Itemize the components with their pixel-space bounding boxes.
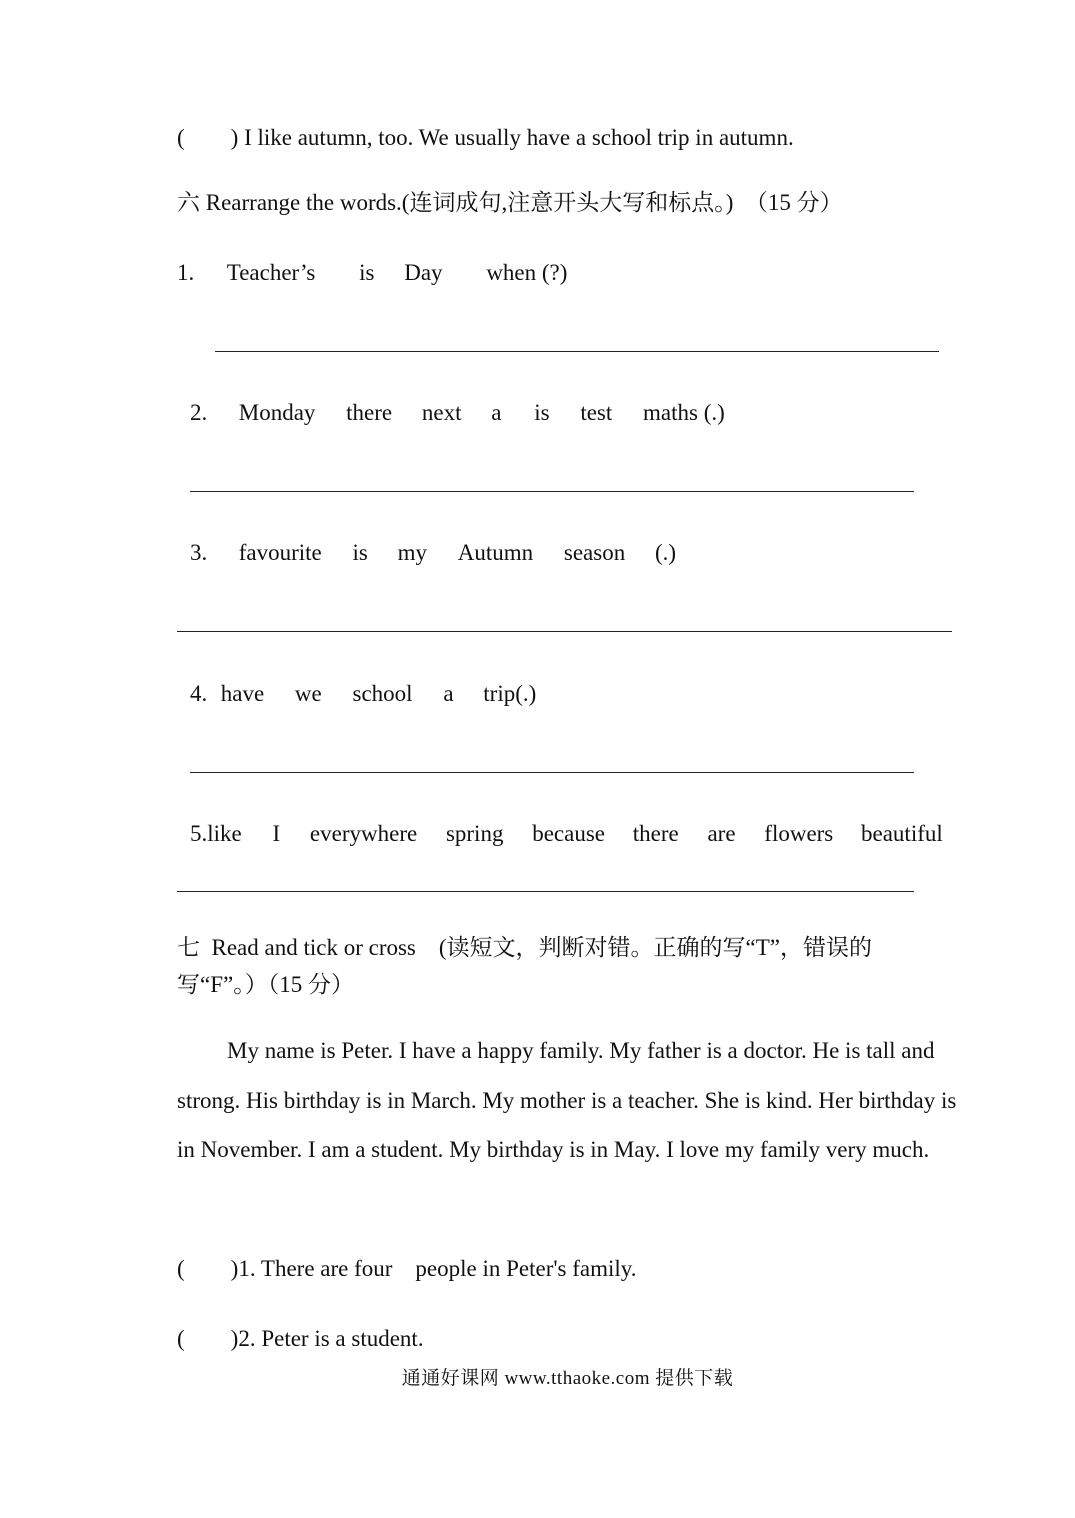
rearrange-item-2 (190, 398, 725, 428)
word: trip(.) (483, 681, 537, 706)
word: are (707, 821, 736, 846)
word: a (443, 681, 454, 706)
word: flowers (764, 821, 834, 846)
answer-line-1[interactable] (215, 351, 939, 352)
word: my (397, 540, 427, 565)
word: Autumn (457, 540, 534, 565)
reading-passage (177, 1026, 967, 1175)
rearrange-item-1 (177, 258, 567, 288)
word: test (580, 400, 613, 425)
word: Monday (238, 400, 316, 425)
item-number: 1. (177, 260, 195, 285)
rearrange-item-3 (190, 538, 676, 568)
rearrange-item-5 (190, 819, 943, 849)
word: have (220, 681, 265, 706)
item-number: 3. (190, 540, 208, 565)
word: season (563, 540, 626, 565)
word: favourite (238, 540, 322, 565)
rearrange-item-4 (190, 679, 536, 709)
word: next (421, 400, 462, 425)
word: school (352, 681, 413, 706)
question-2: ( )2. Peter is a student. (177, 1326, 424, 1351)
word: beautiful (861, 821, 943, 846)
word: a (491, 400, 502, 425)
item-number: 2. (190, 400, 208, 425)
answer-line-3[interactable] (177, 631, 952, 632)
word: is (352, 540, 368, 565)
word: is (359, 260, 375, 285)
word: like (207, 821, 242, 846)
question-1: ( )1. There are four people in Peter's family. (177, 1256, 637, 1281)
page-footer: 通通好课网 www.tthaoke.com 提供下载 (401, 1368, 734, 1389)
item-number: 4. (190, 681, 208, 706)
word: maths (.) (643, 400, 725, 425)
word: is (534, 400, 550, 425)
section6-heading: 六 Rearrange the words.(连词成句,注意开头大写和标点。) （15 分） (177, 190, 843, 215)
word: when (?) (486, 260, 568, 285)
word: (.) (654, 540, 677, 565)
previous-question-line: ( ) I like autumn, too. We usually have a school trip in autumn. (177, 125, 794, 150)
item-number: 5. (190, 821, 208, 846)
word: Teacher’s (226, 260, 316, 285)
word: everywhere (309, 821, 418, 846)
word: I (272, 821, 281, 846)
word: Day (404, 260, 443, 285)
word: spring (445, 821, 504, 846)
word: because (532, 821, 605, 846)
answer-line-5[interactable] (177, 891, 914, 892)
answer-line-4[interactable] (190, 772, 914, 773)
section7-heading-line1: 七 Read and tick or cross (读短文，判断对错。正确的写“T”，错误的 (177, 935, 873, 960)
word: there (346, 400, 393, 425)
answer-line-2[interactable] (190, 491, 914, 492)
passage-text: My name is Peter. I have a happy family. My father is a doctor. He is tall and strong. His birthday is in March. My mother is a teacher. She is kind. Her birthday is in November. I am a student. My birthday is in May. I love my family very much. (177, 1038, 957, 1162)
word: there (632, 821, 679, 846)
section7-heading-line2: 写“F”。）（15 分） (177, 972, 354, 997)
word: we (294, 681, 322, 706)
